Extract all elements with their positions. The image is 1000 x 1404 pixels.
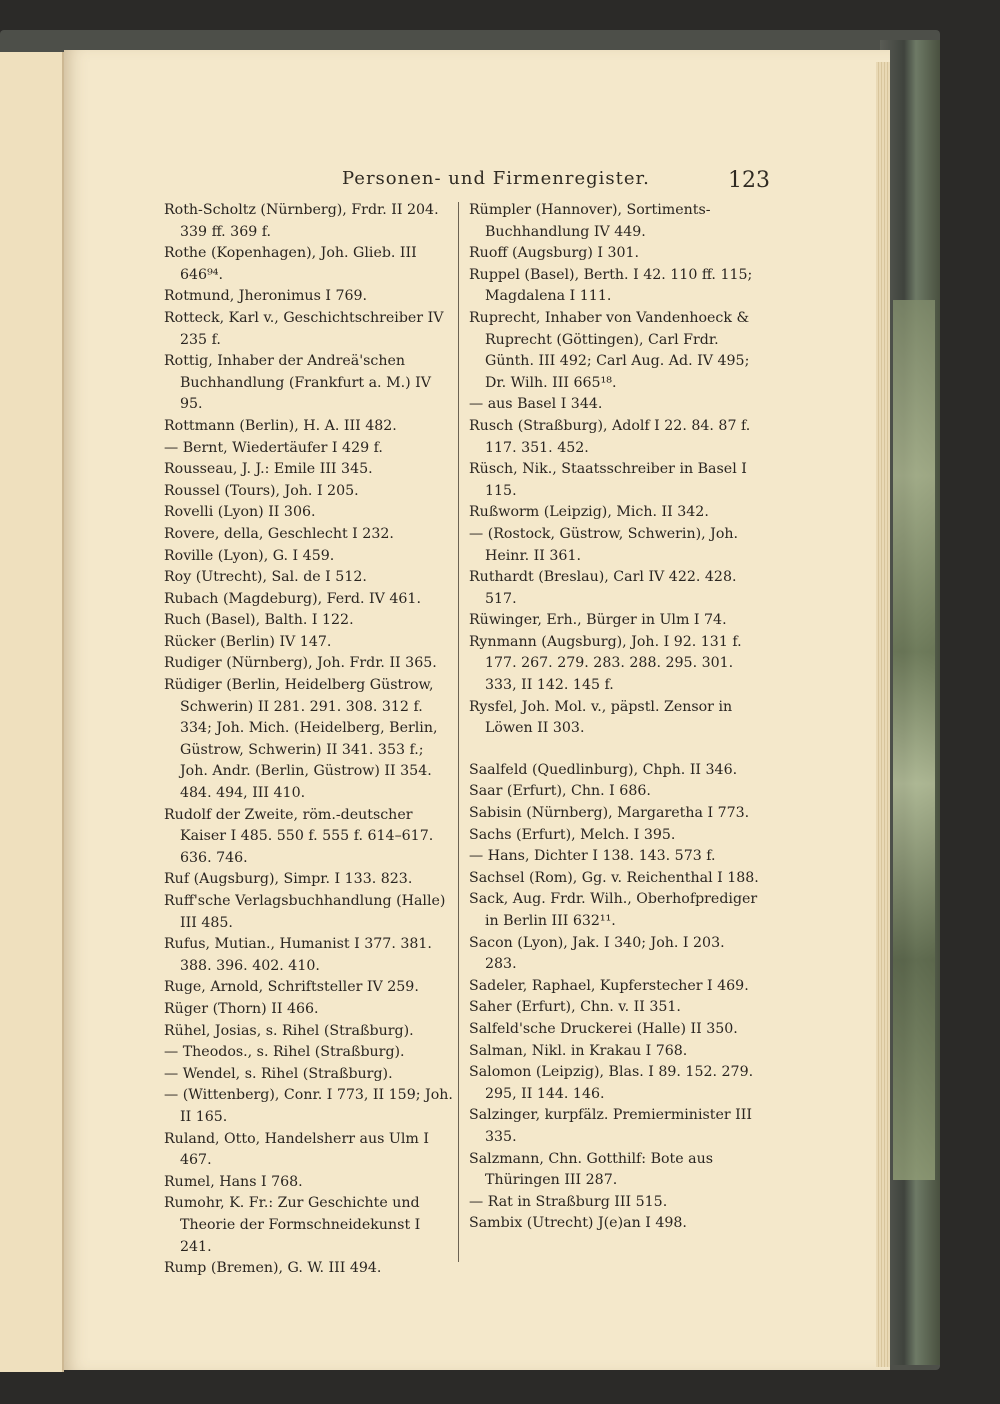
index-entry: Rüwinger, Erh., Bürger in Ulm I 74. [469,612,727,629]
index-entry: Saher (Erfurt), Chn. v. II 351. [469,999,681,1016]
index-entry: Rüger (Thorn) II 466. [164,1000,319,1017]
index-entry: Ruff'sche Verlagsbuchhandlung (Halle) III 485. [164,893,446,931]
index-entry: — Hans, Dichter I 138. 143. 573 f. [469,848,716,865]
index-entry: Ruland, Otto, Handelsherr aus Ulm I 467. [164,1130,429,1169]
index-entry: — aus Basel I 344. [469,396,603,413]
index-entry: Rüsch, Nik., Staatsschreiber in Basel I 115. [469,461,747,499]
index-entry: — Wendel, s. Rihel (Straßburg). [164,1065,393,1082]
index-entry: Rumel, Hans I 768. [164,1173,303,1190]
marbled-edge [893,300,935,1180]
index-entry: Roy (Utrecht), Sal. de I 512. [164,569,367,586]
left-page-sliver [0,52,64,1372]
section-gap [469,740,759,760]
index-entry: Ruf (Augsburg), Simpr. I 133. 823. [164,871,413,888]
book-page [64,50,890,1370]
page-number: 123 [728,168,770,193]
index-entry: Saar (Erfurt), Chn. I 686. [469,783,651,800]
index-entry: — Theodos., s. Rihel (Straßburg). [164,1044,405,1061]
index-entry: Rußworm (Leipzig), Mich. II 342. [469,504,709,521]
index-entry: Ruppel (Basel), Berth. I 42. 110 ff. 115; Magdalena I 111. [469,266,753,305]
index-entry: Rysfel, Joh. Mol. v., päpstl. Zensor in Löwen II 303. [469,698,733,737]
index-entry: Roussel (Tours), Joh. I 205. [164,482,359,499]
index-entry: Rumohr, K. Fr.: Zur Geschichte und Theorie der Formschneidekunst I 241. [164,1195,421,1255]
index-entry: Rovere, della, Geschlecht I 232. [164,525,394,542]
index-entry: — (Rostock, Güstrow, Schwerin), Joh. Heinr. II 361. [469,525,739,564]
index-entry: Salzmann, Chn. Gotthilf: Bote aus Thüringen III 287. [469,1150,714,1189]
index-entry: Sadeler, Raphael, Kupferstecher I 469. [469,977,749,994]
index-entry: Ruprecht, Inhaber von Vandenhoeck & Ruprecht (Göttingen), Carl Frdr. Günth. III 492; Carl Aug. Ad. IV 495; Dr. Wilh. III 665¹⁸. [469,309,750,391]
index-entry: Sachsel (Rom), Gg. v. Reichenthal I 188. [469,869,759,886]
index-entry: Salzinger, kurpfälz. Premierminister III 335. [469,1107,752,1145]
index-entry: Rynmann (Augsburg), Joh. I 92. 131 f. 177. 267. 279. 283. 288. 295. 301. 333, II 142. 145 f. [469,633,742,694]
index-entry: Ruge, Arnold, Schriftsteller IV 259. [164,979,419,996]
index-entry: — Rat in Straßburg III 515. [469,1193,668,1210]
index-entry: Rudolf der Zweite, röm.-deutscher Kaiser I 485. 550 f. 555 f. 614–617. 636. 746. [164,806,434,866]
index-entry: Rump (Bremen), G. W. III 494. [164,1260,382,1277]
index-entry: Rudiger (Nürnberg), Joh. Frdr. II 365. [164,655,437,672]
index-entry: Rottmann (Berlin), H. A. III 482. [164,417,397,434]
index-entry: Roville (Lyon), G. I 459. [164,547,335,564]
running-title: Personen- und Firmenregister. [342,168,650,189]
index-entry: Rottig, Inhaber der Andreä'schen Buchhandlung (Frankfurt a. M.) IV 95. [164,353,432,413]
index-entry: Rücker (Berlin) IV 147. [164,633,332,650]
index-entry: Sack, Aug. Frdr. Wilh., Oberhofprediger in Berlin III 632¹¹. [469,891,758,929]
index-entry: Salomon (Leipzig), Blas. I 89. 152. 279. 295, II 144. 146. [469,1064,754,1102]
index-entry: Salfeld'sche Druckerei (Halle) II 350. [469,1020,738,1037]
index-entry: Rousseau, J. J.: Emile III 345. [164,461,373,478]
index-entry: Ruch (Basel), Balth. I 122. [164,612,354,629]
index-entry: Saalfeld (Quedlinburg), Chph. II 346. [469,761,738,778]
index-entry: — Bernt, Wiedertäufer I 429 f. [164,439,383,456]
index-entry: Rüdiger (Berlin, Heidelberg Güstrow, Schwerin) II 281. 291. 308. 312 f. 334; Joh. Mich. (Heidelberg, Berlin, Güstrow, Schwerin) II 341. 353 f.; Joh. Andr. (Berlin, Güstrow) II 354. 484. 494, III 410. [164,677,438,802]
index-entry: Sabisin (Nürnberg), Margaretha I 773. [469,805,750,822]
index-entry: Salman, Nikl. in Krakau I 768. [469,1042,688,1059]
right-column [469,200,759,1235]
index-entry: Sachs (Erfurt), Melch. I 395. [469,826,676,843]
index-entry: Rümpler (Hannover), Sortiments-Buchhandlung IV 449. [469,202,711,240]
page-edges [876,62,890,1367]
index-entry: Roth-Scholtz (Nürnberg), Frdr. II 204. 339 ff. 369 f. [164,202,439,240]
index-entry: Rühel, Josias, s. Rihel (Straßburg). [164,1022,414,1039]
index-entry: Rothe (Kopenhagen), Joh. Glieb. III 646⁹⁴. [164,245,417,283]
index-entry: Sacon (Lyon), Jak. I 340; Joh. I 203. 283. [469,934,725,973]
index-entry: Rovelli (Lyon) II 306. [164,504,316,521]
left-column [164,200,454,1280]
index-entry: Rufus, Mutian., Humanist I 377. 381. 388. 396. 402. 410. [164,936,432,974]
index-entry: Rubach (Magdeburg), Ferd. IV 461. [164,590,421,607]
index-entry: Rusch (Straßburg), Adolf I 22. 84. 87 f. 117. 351. 452. [469,417,751,456]
index-entry: Sambix (Utrecht) J(e)an I 498. [469,1215,687,1232]
index-entry: — (Wittenberg), Conr. I 773, II 159; Joh. II 165. [164,1087,453,1125]
index-entry: Rotmund, Jheronimus I 769. [164,288,368,305]
index-entry: Ruthardt (Breslau), Carl IV 422. 428. 517. [469,569,737,607]
index-entry: Ruoff (Augsburg) I 301. [469,245,640,262]
column-divider [458,202,459,1262]
index-entry: Rotteck, Karl v., Geschichtschreiber IV 235 f. [164,309,444,348]
page-header [64,168,890,198]
